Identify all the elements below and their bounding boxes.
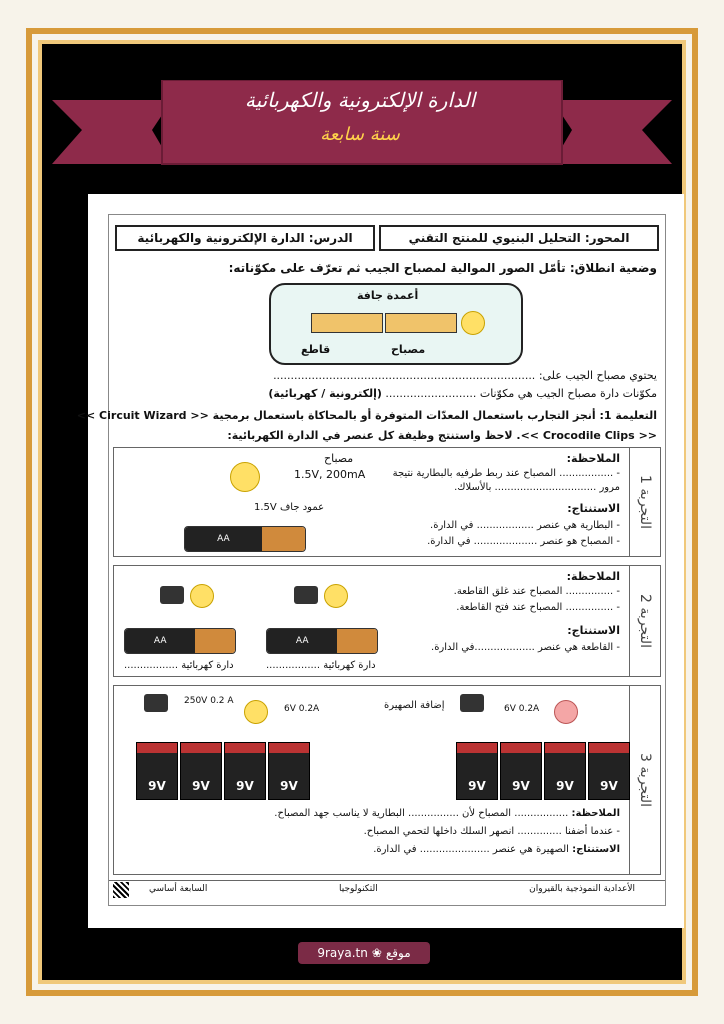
dry-cell-2: [385, 313, 457, 333]
exp3-battery-right-3: 9V: [544, 742, 586, 800]
exp1-bulb-icon: [230, 462, 260, 492]
exp1-battery-type: AA: [185, 527, 262, 551]
banner-subtitle: سنة سابعة: [320, 124, 400, 145]
instruction-line-1: التعليمة 1: أنجز التجارب باستعمال المعدّات المتوفرة أو بالمحاكاة باستعمال برمجية << Circuit Wizard >>: [76, 409, 657, 422]
exp3-battery-right-4: 9V: [588, 742, 630, 800]
exp2-battery-left: [124, 628, 236, 654]
label-dry-cells: أعمدة جافة: [357, 289, 419, 302]
exp2-observation-line-1: - ............... المصباح عند غلق القاطعة.: [453, 586, 620, 597]
exp3-battery-right-1: 9V: [456, 742, 498, 800]
exp3-observation-line-2: - عندما أضفنا .............. انصهر السلك داخلها لتحمي المصباح.: [363, 826, 620, 837]
footer-middle: التكنولوجيا: [339, 884, 378, 894]
qr-code-icon: [113, 882, 129, 898]
exp3-bulb-left-icon: [244, 700, 268, 724]
exp3-battery-left-1: 9V: [136, 742, 178, 800]
label-lamp: مصباح: [391, 343, 426, 356]
exp2-circuit-right-caption: دارة كهربائية .................: [266, 660, 376, 671]
instruction-line-2: << Crocodile Clips >>. لاحظ واستنتج وظيفة كل عنصر في الدارة الكهربائية:: [227, 429, 657, 442]
exp2-observation-line-2: - ............... المصباح عند فتح القاطعة.: [456, 602, 620, 613]
experiment-1-label: التجربة 1: [629, 448, 660, 556]
exp1-observation-title: الملاحظة:: [566, 452, 620, 465]
experiment-3-label: التجربة 3: [629, 686, 660, 874]
exp3-battery-right-2: 9V: [500, 742, 542, 800]
exp2-bulb-off-icon: [190, 584, 214, 608]
lamp-icon: [461, 311, 485, 335]
exp1-observation-line-2: مرور ................................ بالأسلاك.: [454, 482, 620, 493]
question-1-text: يحتوي مصباح الجيب على:: [538, 369, 657, 382]
worksheet: [76, 194, 684, 928]
exp2-switch-open-icon: [160, 586, 184, 604]
exp3-lamp-rating-right: 6V 0.2A: [504, 704, 540, 714]
site-domain: 9raya.tn: [317, 946, 368, 960]
flashlight-image: [269, 283, 523, 365]
exp3-switch-right-icon: [460, 694, 484, 712]
question-1-dots: ...........................................................................: [273, 369, 536, 382]
exp3-lamp-rating-left: 6V 0.2A: [284, 704, 320, 714]
exp1-observation-line-1: - ................. المصباح عند ربط طرفيه بالبطارية نتيجة: [392, 468, 620, 479]
exp1-conclusion-line-1: - البطارية هي عنصر .................. في الدارة.: [430, 520, 620, 531]
question-2: [268, 387, 657, 400]
exp2-switch-closed-icon: [294, 586, 318, 604]
exp3-battery-left-4: 9V: [268, 742, 310, 800]
question-2-text: مكوّنات دارة مصباح الجيب هي مكوّنات: [479, 387, 657, 400]
exp1-lamp-caption: مصباح: [324, 452, 354, 465]
axis-header: المحور: التحليل البنيوي للمنتج التقني: [379, 225, 659, 251]
exp3-fuse-rating: 250V 0.2 A: [184, 696, 234, 706]
banner-title: الدارة الإلكترونية والكهربائية: [244, 88, 476, 112]
exp3-switch-left-icon: [144, 694, 168, 712]
question-1: [273, 369, 657, 382]
exp2-battery-left-copper: [195, 629, 235, 653]
exp2-conclusion-line-1: - القاطعة هي عنصر ...................في الدارة.: [431, 642, 620, 653]
site-name: موقع: [385, 946, 411, 960]
worksheet-footer: [109, 880, 665, 899]
exp2-bulb-on-icon: [324, 584, 348, 608]
exp3-observation: [274, 808, 620, 819]
label-switch: قاطع: [301, 343, 331, 356]
site-logo[interactable]: [298, 942, 430, 964]
intro-situation: وضعية انطلاق: تأمّل الصور الموالية لمصباح الجيب ثم تعرّف على مكوّناته:: [228, 261, 657, 275]
exp3-conclusion-title: الاستنتاج:: [572, 844, 620, 855]
exp1-battery: [184, 526, 306, 552]
exp3-battery-left-3: 9V: [224, 742, 266, 800]
exp1-lamp-rating: 1.5V, 200mA: [294, 468, 366, 481]
worksheet-border: [76, 214, 666, 906]
leaf-icon: ❀: [371, 946, 382, 960]
lesson-header: الدرس: الدارة الإلكترونية والكهربائية: [115, 225, 375, 251]
exp1-conclusion-line-2: - المصباح هو عنصر .................... في الدارة.: [427, 536, 620, 547]
exp1-cell-caption: عمود جاف 1.5V: [254, 502, 325, 513]
experiment-2-label: التجربة 2: [629, 566, 660, 676]
exp3-battery-left-2: 9V: [180, 742, 222, 800]
exp3-observation-title: الملاحظة:: [571, 808, 620, 819]
exp1-conclusion-title: الاستنتاج:: [567, 502, 620, 515]
experiment-1: [113, 447, 661, 557]
exp3-bulb-right-icon: [554, 700, 578, 724]
footer-left: السابعة أساسي: [149, 884, 208, 894]
experiment-2: [113, 565, 661, 677]
exp2-conclusion-title: الاستنتاج:: [567, 624, 620, 637]
question-2-dots: ..........................: [385, 387, 477, 400]
exp2-battery-right-copper: [337, 629, 377, 653]
question-2-answer: (إلكترونية / كهربائية): [268, 387, 382, 400]
exp2-observation-title: الملاحظة:: [566, 570, 620, 583]
dry-cell-1: [311, 313, 383, 333]
exp2-battery-right-type: AA: [267, 629, 337, 653]
exp2-battery-right: [266, 628, 378, 654]
exp3-conclusion-line-1: الصهيرة هي عنصر ...................... في الدارة.: [373, 844, 569, 855]
footer-right: الأعدادية النموذجية بالقيروان: [529, 884, 635, 894]
exp3-add-fuse: إضافة الصهيرة: [384, 700, 445, 711]
exp1-battery-copper: [262, 527, 305, 551]
exp3-observation-line-1: ................. المصباح لأن ................ البطارية لا يناسب جهد المصباح.: [274, 808, 569, 819]
exp3-conclusion: [373, 844, 620, 855]
experiment-3: [113, 685, 661, 875]
exp2-circuit-left-caption: دارة كهربائية .................: [124, 660, 234, 671]
exp2-battery-left-type: AA: [125, 629, 195, 653]
